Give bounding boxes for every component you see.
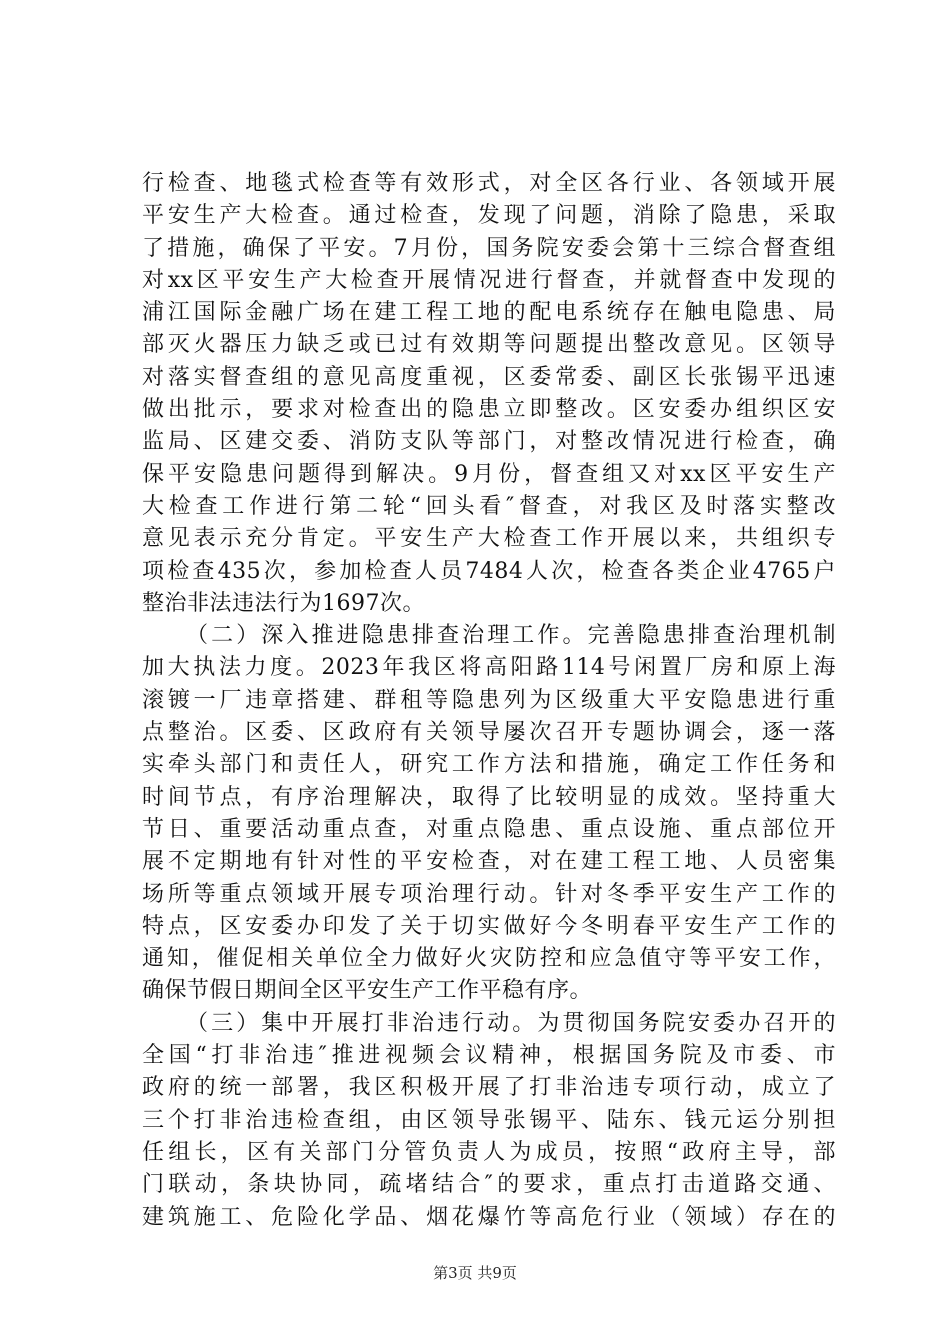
text-line: 点整治。区委、区政府有关领导屡次召开专题协调会，逐一落 xyxy=(142,720,836,746)
text-line: 意见表示充分肯定。平安生产大检查工作开展以来，共组织专 xyxy=(142,526,836,552)
text-line: 特点，区安委办印发了关于切实做好今冬明春平安生产工作的 xyxy=(142,913,836,939)
text-line: 任组长，区有关部门分管负责人为成员，按照“政府主导，部 xyxy=(142,1139,836,1165)
text-line: 部灭火器压力缺乏或已过有效期等问题提出整改意见。区领导 xyxy=(142,332,836,358)
text-line: 做出批示，要求对检查出的隐患立即整改。区安委办组织区安 xyxy=(142,397,836,423)
text-line: 项检查435次，参加检查人员7484人次，检查各类企业4765户 xyxy=(142,558,836,584)
text-line: 确保节假日期间全区平安生产工作平稳有序。 xyxy=(142,978,593,1004)
text-line: 整治非法违法行为1697次。 xyxy=(142,590,425,616)
text-line: 平安生产大检查。通过检查，发现了问题，消除了隐患，采取 xyxy=(142,203,836,229)
text-line: 保平安隐患问题得到解决。9月份，督查组又对xx区平安生产 xyxy=(142,461,836,487)
section-heading-line: （三）集中开展打非治违行动。为贯彻国务院安委办召开的 xyxy=(186,1010,836,1036)
page-footer xyxy=(0,1262,950,1283)
text-line: 展不定期地有针对性的平安检查，对在建工程工地、人员密集 xyxy=(142,849,836,875)
text-line: 建筑施工、危险化学品、烟花爆竹等高危行业（领域）存在的 xyxy=(142,1204,836,1230)
text-line: 门联动，条块协同，疏堵结合″的要求，重点打击道路交通、 xyxy=(142,1172,836,1198)
text-line: 全国“打非治违″推进视频会议精神，根据国务院及市委、市 xyxy=(142,1043,836,1069)
text-line: 对xx区平安生产大检查开展情况进行督查，并就督查中发现的 xyxy=(142,267,836,293)
text-line: 加大执法力度。2023年我区将高阳路114号闲置厂房和原上海 xyxy=(142,655,836,681)
text-line: 场所等重点领域开展专项治理行动。针对冬季平安生产工作的 xyxy=(142,881,836,907)
text-line: 大检查工作进行第二轮“回头看″督查，对我区及时落实整改 xyxy=(142,493,836,519)
text-line: 浦江国际金融广场在建工程工地的配电系统存在触电隐患、局 xyxy=(142,300,836,326)
text-line: 行检查、地毯式检查等有效形式，对全区各行业、各领域开展 xyxy=(142,171,836,196)
text-line: 通知，催促相关单位全力做好火灾防控和应急值守等平安工作， xyxy=(142,946,836,972)
text-line: 监局、区建交委、消防支队等部门，对整改情况进行检查，确 xyxy=(142,429,836,455)
text-line: 了措施，确保了平安。7月份，国务院安委会第十三综合督查组 xyxy=(142,235,836,261)
text-line: 滚镀一厂违章搭建、群租等隐患列为区级重大平安隐患进行重 xyxy=(142,687,836,713)
body-text xyxy=(142,168,836,1234)
text-line: 三个打非治违检查组，由区领导张锡平、陆东、钱元运分别担 xyxy=(142,1107,836,1133)
text-line: 政府的统一部署，我区积极开展了打非治违专项行动，成立了 xyxy=(142,1075,836,1101)
text-line: 节日、重要活动重点查，对重点隐患、重点设施、重点部位开 xyxy=(142,816,836,842)
text-line: 时间节点，有序治理解决，取得了比较明显的成效。坚持重大 xyxy=(142,784,836,810)
text-line: 对落实督查组的意见高度重视，区委常委、副区长张锡平迅速 xyxy=(142,364,836,390)
text-line: 实牵头部门和责任人，研究工作方法和措施，确定工作任务和 xyxy=(142,752,836,778)
section-heading-line: （二）深入推进隐患排查治理工作。完善隐患排查治理机制 xyxy=(186,623,836,649)
page-number: 第3页 共9页 xyxy=(433,1264,517,1282)
